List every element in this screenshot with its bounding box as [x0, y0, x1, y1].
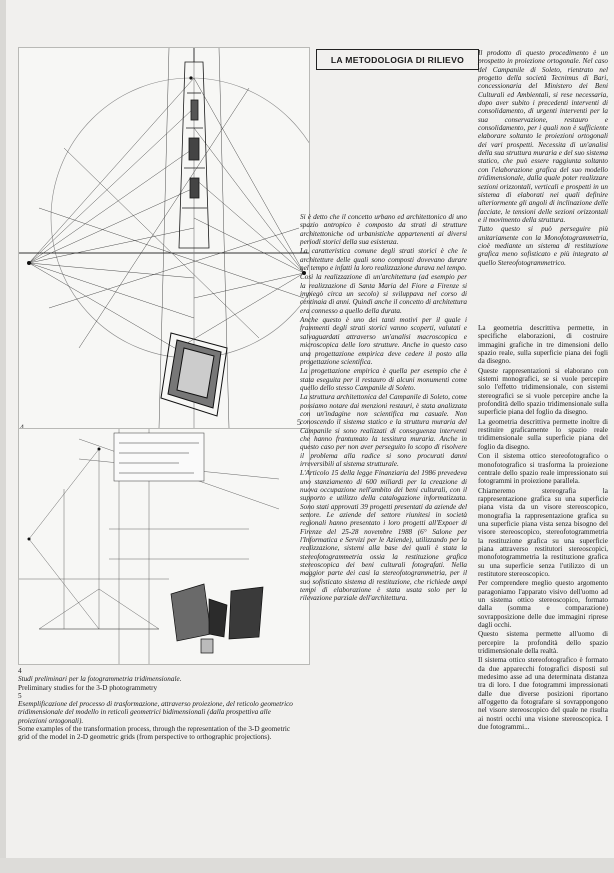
paragraph: Per comprendere meglio questo argomento paragoniamo l'apparato visivo dell'uomo ad un sistema ottico stereoscopico, formato dalla (somma e comparazione) sovrapposizione delle due immagini riprese dagli occhi.: [478, 579, 608, 630]
caption-italian-body: Esemplificazione del processo di trasformazione, attraverso proiezione, del reticolo geometrico tridimensionale del modello in reticoli geometrici bidimensionali (dalla prospettiva alle proiezioni ortogonali).: [18, 700, 293, 725]
paragraph: Il sistema ottico stereofotografico è formato da due apparecchi fotografici disposti sul medesimo asse ad una determinata distanza tra di loro. I due fotogrammi impressionati dalle due diverse posizioni riportano all'oggetto da fotografare si sovrappongono nel visore stereoscopico del quale ne risulta ai nostri occhi una visione stereoscopica. I due fotogrammi...: [478, 656, 608, 732]
paragraph: Con il sistema ottico stereofotografico o monofotografico si trasforma la proiezione centrale dello spazio reale impressionato sui fotogrammi in proiezione parallela.: [478, 452, 608, 486]
paragraph: La struttura architettonica del Campanile di Soleto, come possiamo notare dai menzioni restauri, è stata analizzata con un'indagine non scientifica ma casuale. Non conoscendo il sistema statico e la struttura muraria del Campanile si sono realizzati di conseguenza interventi che hanno frantumato la tessitura muraria. Anche in questo caso per non aver perseguito lo scopo di risolvere il problema alla radice si sono procurati danni irreversibili al sistema strutturale.: [300, 393, 467, 468]
text-column-c: [478, 324, 608, 733]
figure-4-perspective-drawing: [18, 47, 310, 429]
paragraph: Tutto questo si può perseguire più unitariamente con la Monofotogrammetria, cioè mediante un sistema di restituzione grafica meno sofisticato e più integrato al quello Stereofotogrammetrico.: [478, 225, 608, 267]
paragraph: Questo sistema permette all'uomo di percepire la profondità dello spazio tridimensionale della realtà.: [478, 630, 608, 656]
section-heading: [316, 49, 479, 70]
paragraph: La progettazione empirica è quella per esempio che è stata eseguita per il restauro di alcuni monumenti come quello dello stesso Campanile di Soleto.: [300, 367, 467, 392]
text-column-italian-b: [478, 49, 608, 268]
page-bottom-band: [0, 858, 614, 873]
paragraph: Queste rappresentazioni si elaborano con sistemi monografici, se si vuole percepire solo l'effetto tridimensionale, con sistemi stereografici se si vuole percepire anche la profondità dello spazio tridimensionale sulla superficie piana del foglio da disegno.: [478, 366, 608, 417]
paragraph: La caratteristica comune degli strati storici è che le architetture delle quali sono composti dovevano durare nel tempo e infatti la loro realizzazione durava nel tempo.: [300, 247, 467, 273]
caption-english-body: Some examples of the transformation process, through the representation of the 3-D geometric grid of the model in 2-D geometric grids (from perspective to orthographic projections).: [18, 725, 291, 742]
paragraph: La geometria descrittiva permette inoltre di restituire graficamente lo spazio reale tridimensionale sulla superficie piana del foglio da disegno.: [478, 417, 608, 451]
paragraph: L'Articolo 15 della legge Finanziaria del 1986 prevedeva uno stanziamento di 600 miliardi per la creazione di nuova occupazione nell'ambito dei beni culturali, con il supporto e utilizzo della catalogazione informatizzata. Sono stati approvati 39 progetti presentati da aziende del settore. Le aziende del settore riunitesi in società regionali hanno presentato i loro progetti all'Expoer di Firenze del 25-28 novembre 1988 (6° Salone per l'Informatica e Servizi per le Aziende), utilizzando per la realizzazione, sistemi alla base dei quali è stata la stereofotogrammetria ossia la restituzione grafica stereoscopica dei beni culturali fotografati. Nella maggior parte dei casi la stereofotogrammetria, per il suo sofisticato sistema di restituzione, che richiede ampi tempi di elaborazione è stata usata solo per la rilevazione parziale dell'architettura.: [300, 469, 467, 603]
caption-number: 4: [18, 667, 22, 675]
paragraph: La geometria descrittiva permette, in specifiche elaborazioni, di costruire immagini grafiche in tre dimensioni dello spazio reale, sulla superficie piana dei fogli da disegno.: [478, 324, 608, 366]
paragraph: Anche questo è uno dei tanti motivi per il quale i frammenti degli strati storici vanno scoperti, valutati e salvaguardati attraverso un'analisi macroscopica e microscopica delle loro strutture. Anche in questo caso una progettazione empirica deve cedere il posto alla progettazione scientifica.: [300, 316, 467, 366]
section-heading-text: LA METODOLOGIA DI RILIEVO: [330, 54, 465, 65]
paragraph: Così la realizzazione di un'architettura (ad esempio per la realizzazione di Santa Maria del Fiore a Firenze si impiegò circa un secolo) si sviluppava nel corso di centinaia di anni. Quindi anche il concetto di architettura era connesso a quello della durata.: [300, 273, 467, 315]
paragraph: Si è detto che il concetto urbano ed architettonico di uno spazio antropico è composto da strati di strutture architettoniche od urbanistiche appartenenti ai diversi periodi storici della sua esistenza.: [300, 213, 467, 247]
paragraph: Chiameremo stereografia la rappresentazione grafica su una superficie piana vista da un visore stereoscopico, monografia la rappresentazione grafica su una superficie piana vista senza bisogno del visore stereoscopico, stereofotogrammetria la restituzione grafica su una superficie piana attraverso restitutori stereoscopici, monofotogrammetria la restituzione grafica su una superficie senza l'utilizzo di un restitutore stereoscopico.: [478, 486, 608, 578]
figure-caption: [18, 667, 298, 742]
paragraph: Il prodotto di questo procedimento è un prospetto in proiezione ortogonale. Nel caso del Campanile di Soleto, rientrato nel progetto della società Tecnimus di Bari, concessionaria del Ministero dei Beni Culturali ed Ambientali, si rese necessaria, dopo aver subito i precedenti interventi di consolidamento, di urgenti interventi per la sua conservazione, restauro e consolidamento, per i quali non è sufficiente elaborare soltanto le proiezioni ortogonali dei vari prospetti. Necessita di un'analisi della sua struttura muraria e del suo sistema statico, che può essere raggiunta soltanto con l'elaborazione grafica del suo modello tridimensionale, dalla quale poter realizzare sezioni orizzontali, verticali e prospetti in un sistema di elaborati nei quali definire ulteriormente gli angoli di inclinazione delle facciate, le tensioni delle sezioni orizzontali e il movimento della struttura.: [478, 49, 608, 224]
page-edge: [0, 0, 6, 873]
figure-5-projection-examples: [18, 428, 310, 665]
text-column-italian-a: [300, 213, 467, 604]
figure-5-label: 5: [297, 418, 301, 427]
caption-english-title: Preliminary studies for the 3-D photogrammetry: [18, 683, 158, 692]
caption-number-2: 5: [18, 691, 22, 700]
caption-italian-title: Studi preliminari per la fotogrammetria tridimensionale.: [18, 675, 182, 684]
